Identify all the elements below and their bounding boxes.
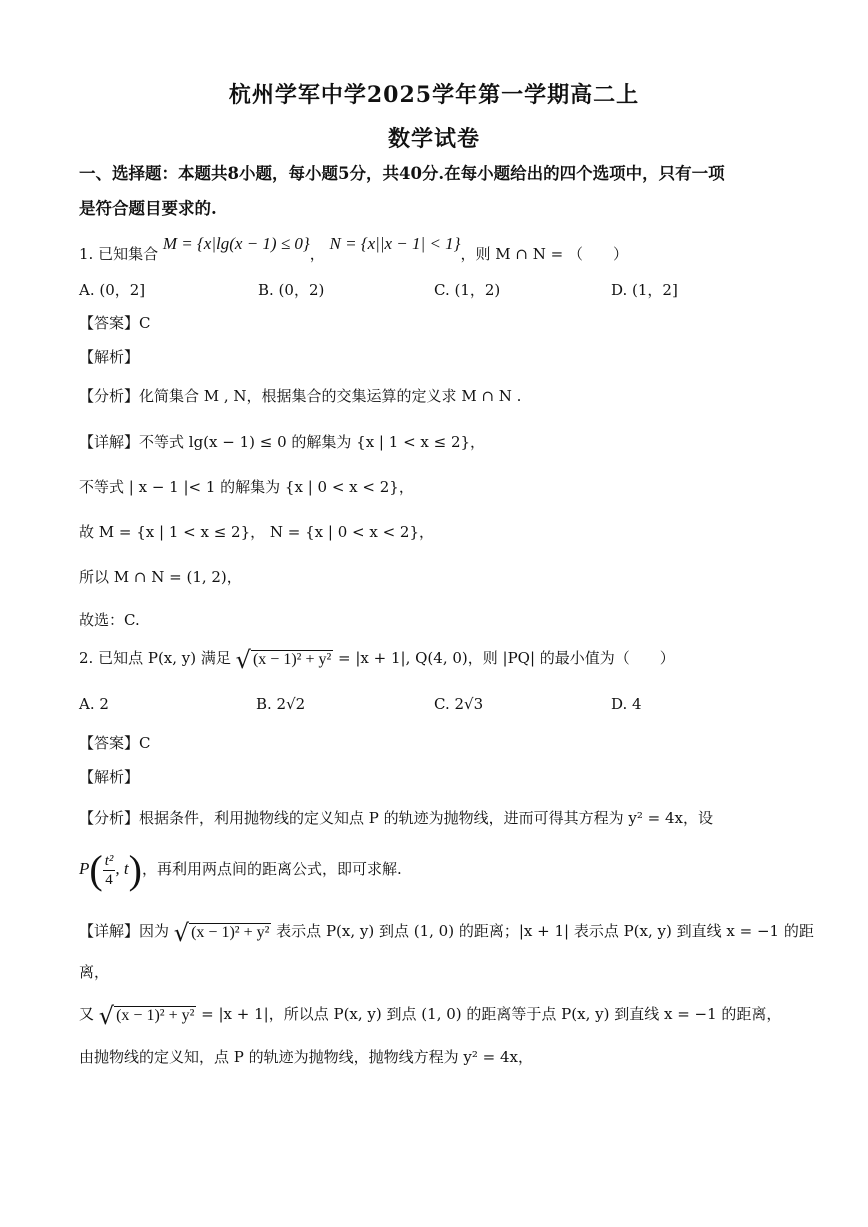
- q2-detail-b: 表示点 P(x, y) 到点 (1, 0) 的距离；|x + 1| 表示点 P(x, y) 到直线 x = −1 的距: [276, 922, 814, 940]
- left-paren: (: [89, 847, 103, 892]
- q1-jiexi: 【解析】: [79, 348, 140, 366]
- q1-step2: 不等式 | x − 1 |< 1 的解集为 {x | 0 < x < 2}，: [79, 478, 414, 496]
- right-paren: ): [128, 847, 142, 892]
- q2-analysis-rest: ，再利用两点间的距离公式，即可求解.: [141, 860, 402, 878]
- q2-stem: [79, 645, 799, 674]
- q2-option-a: A. 2: [79, 695, 109, 713]
- q1-option-a: A. (0，2]: [79, 281, 146, 299]
- section-heading-line1: 一、选择题：本题共8小题，每小题5分，共40分.在每小题给出的四个选项中，只有一项: [79, 164, 725, 183]
- q2-param-t: , t: [115, 859, 129, 878]
- q2-last: 由抛物线的定义知，点 P 的轨迹为抛物线，抛物线方程为 y² = 4x，: [79, 1048, 533, 1066]
- q2-you: [79, 1001, 799, 1030]
- q2-fraction-den: 4: [105, 871, 113, 888]
- q2-detail: [79, 918, 814, 947]
- q1-stem: [79, 234, 799, 264]
- q2-you-radical-body: (x − 1)² + y²: [116, 1006, 195, 1024]
- q2-option-d: D. 4: [611, 695, 642, 713]
- q2-jiexi: 【解析】: [79, 768, 140, 786]
- q1-detail: 【详解】不等式 lg(x − 1) ≤ 0 的解集为 {x | 1 < x ≤ 2}，: [79, 433, 486, 451]
- q2-option-b: B. 2√2: [256, 695, 306, 713]
- q2-analysis: 【分析】根据条件，利用抛物线的定义知点 P 的轨迹为抛物线，进而可得其方程为 y² = 4x，设: [79, 809, 713, 827]
- q1-step5: 故选：C.: [79, 611, 140, 629]
- q2-analysis-line2: [79, 846, 799, 892]
- q2-detail-c: 离，: [79, 963, 110, 981]
- q1-sep: ，: [309, 245, 325, 263]
- q2-you-a: 又: [79, 1005, 95, 1023]
- q2-detail-radical-body: (x − 1)² + y²: [191, 923, 270, 941]
- section-heading-line2: 是符合题目要求的.: [79, 199, 217, 218]
- q2-answer: 【答案】C: [79, 734, 151, 752]
- q1-step3: 故 M = {x | 1 < x ≤ 2}， N = {x | 0 < x < 2}，: [79, 523, 435, 541]
- q2-point-p: P: [79, 859, 90, 878]
- q2-detail-a: 【详解】因为: [79, 922, 170, 940]
- q2-radical-body: (x − 1)² + y²: [252, 650, 332, 668]
- q1-set-m: M = {x|lg(x − 1) ≤ 0}: [162, 234, 310, 253]
- q2-radical: √ (x − 1)² + y²: [235, 645, 332, 674]
- page-subtitle: 数学试卷: [387, 126, 480, 152]
- q2-detail-radical: √ (x − 1)² + y²: [173, 918, 270, 947]
- q2-condition-rest: = |x + 1|, Q(4, 0)，则 |PQ| 的最小值为（ ）: [338, 649, 675, 667]
- q1-prefix: 1. 已知集合: [79, 245, 159, 263]
- q1-option-d: D. (1，2]: [611, 281, 678, 299]
- q2-fraction: [103, 852, 116, 889]
- q1-suffix: ，则 M ∩ N = （ ）: [460, 245, 628, 263]
- q1-option-b: B. (0，2): [258, 281, 325, 299]
- q2-option-c: C. 2√3: [434, 695, 484, 713]
- q1-set-n: N = {x||x − 1| < 1}: [329, 234, 461, 253]
- q2-prefix: 2. 已知点 P(x, y) 满足: [79, 649, 231, 667]
- q1-step4: 所以 M ∩ N = (1, 2)，: [79, 568, 242, 586]
- q1-option-c: C. (1，2): [434, 281, 501, 299]
- q1-analysis: 【分析】化简集合 M , N，根据集合的交集运算的定义求 M ∩ N .: [79, 387, 522, 405]
- q2-you-b: = |x + 1|，所以点 P(x, y) 到点 (1, 0) 的距离等于点 P(x, y) 到直线 x = −1 的距离，: [201, 1005, 782, 1023]
- q1-answer: 【答案】C: [79, 314, 151, 332]
- q2-fraction-num: t²: [104, 852, 114, 869]
- page-title: 杭州学军中学2025学年第一学期高二上: [228, 82, 640, 108]
- q2-you-radical: √ (x − 1)² + y²: [98, 1001, 195, 1030]
